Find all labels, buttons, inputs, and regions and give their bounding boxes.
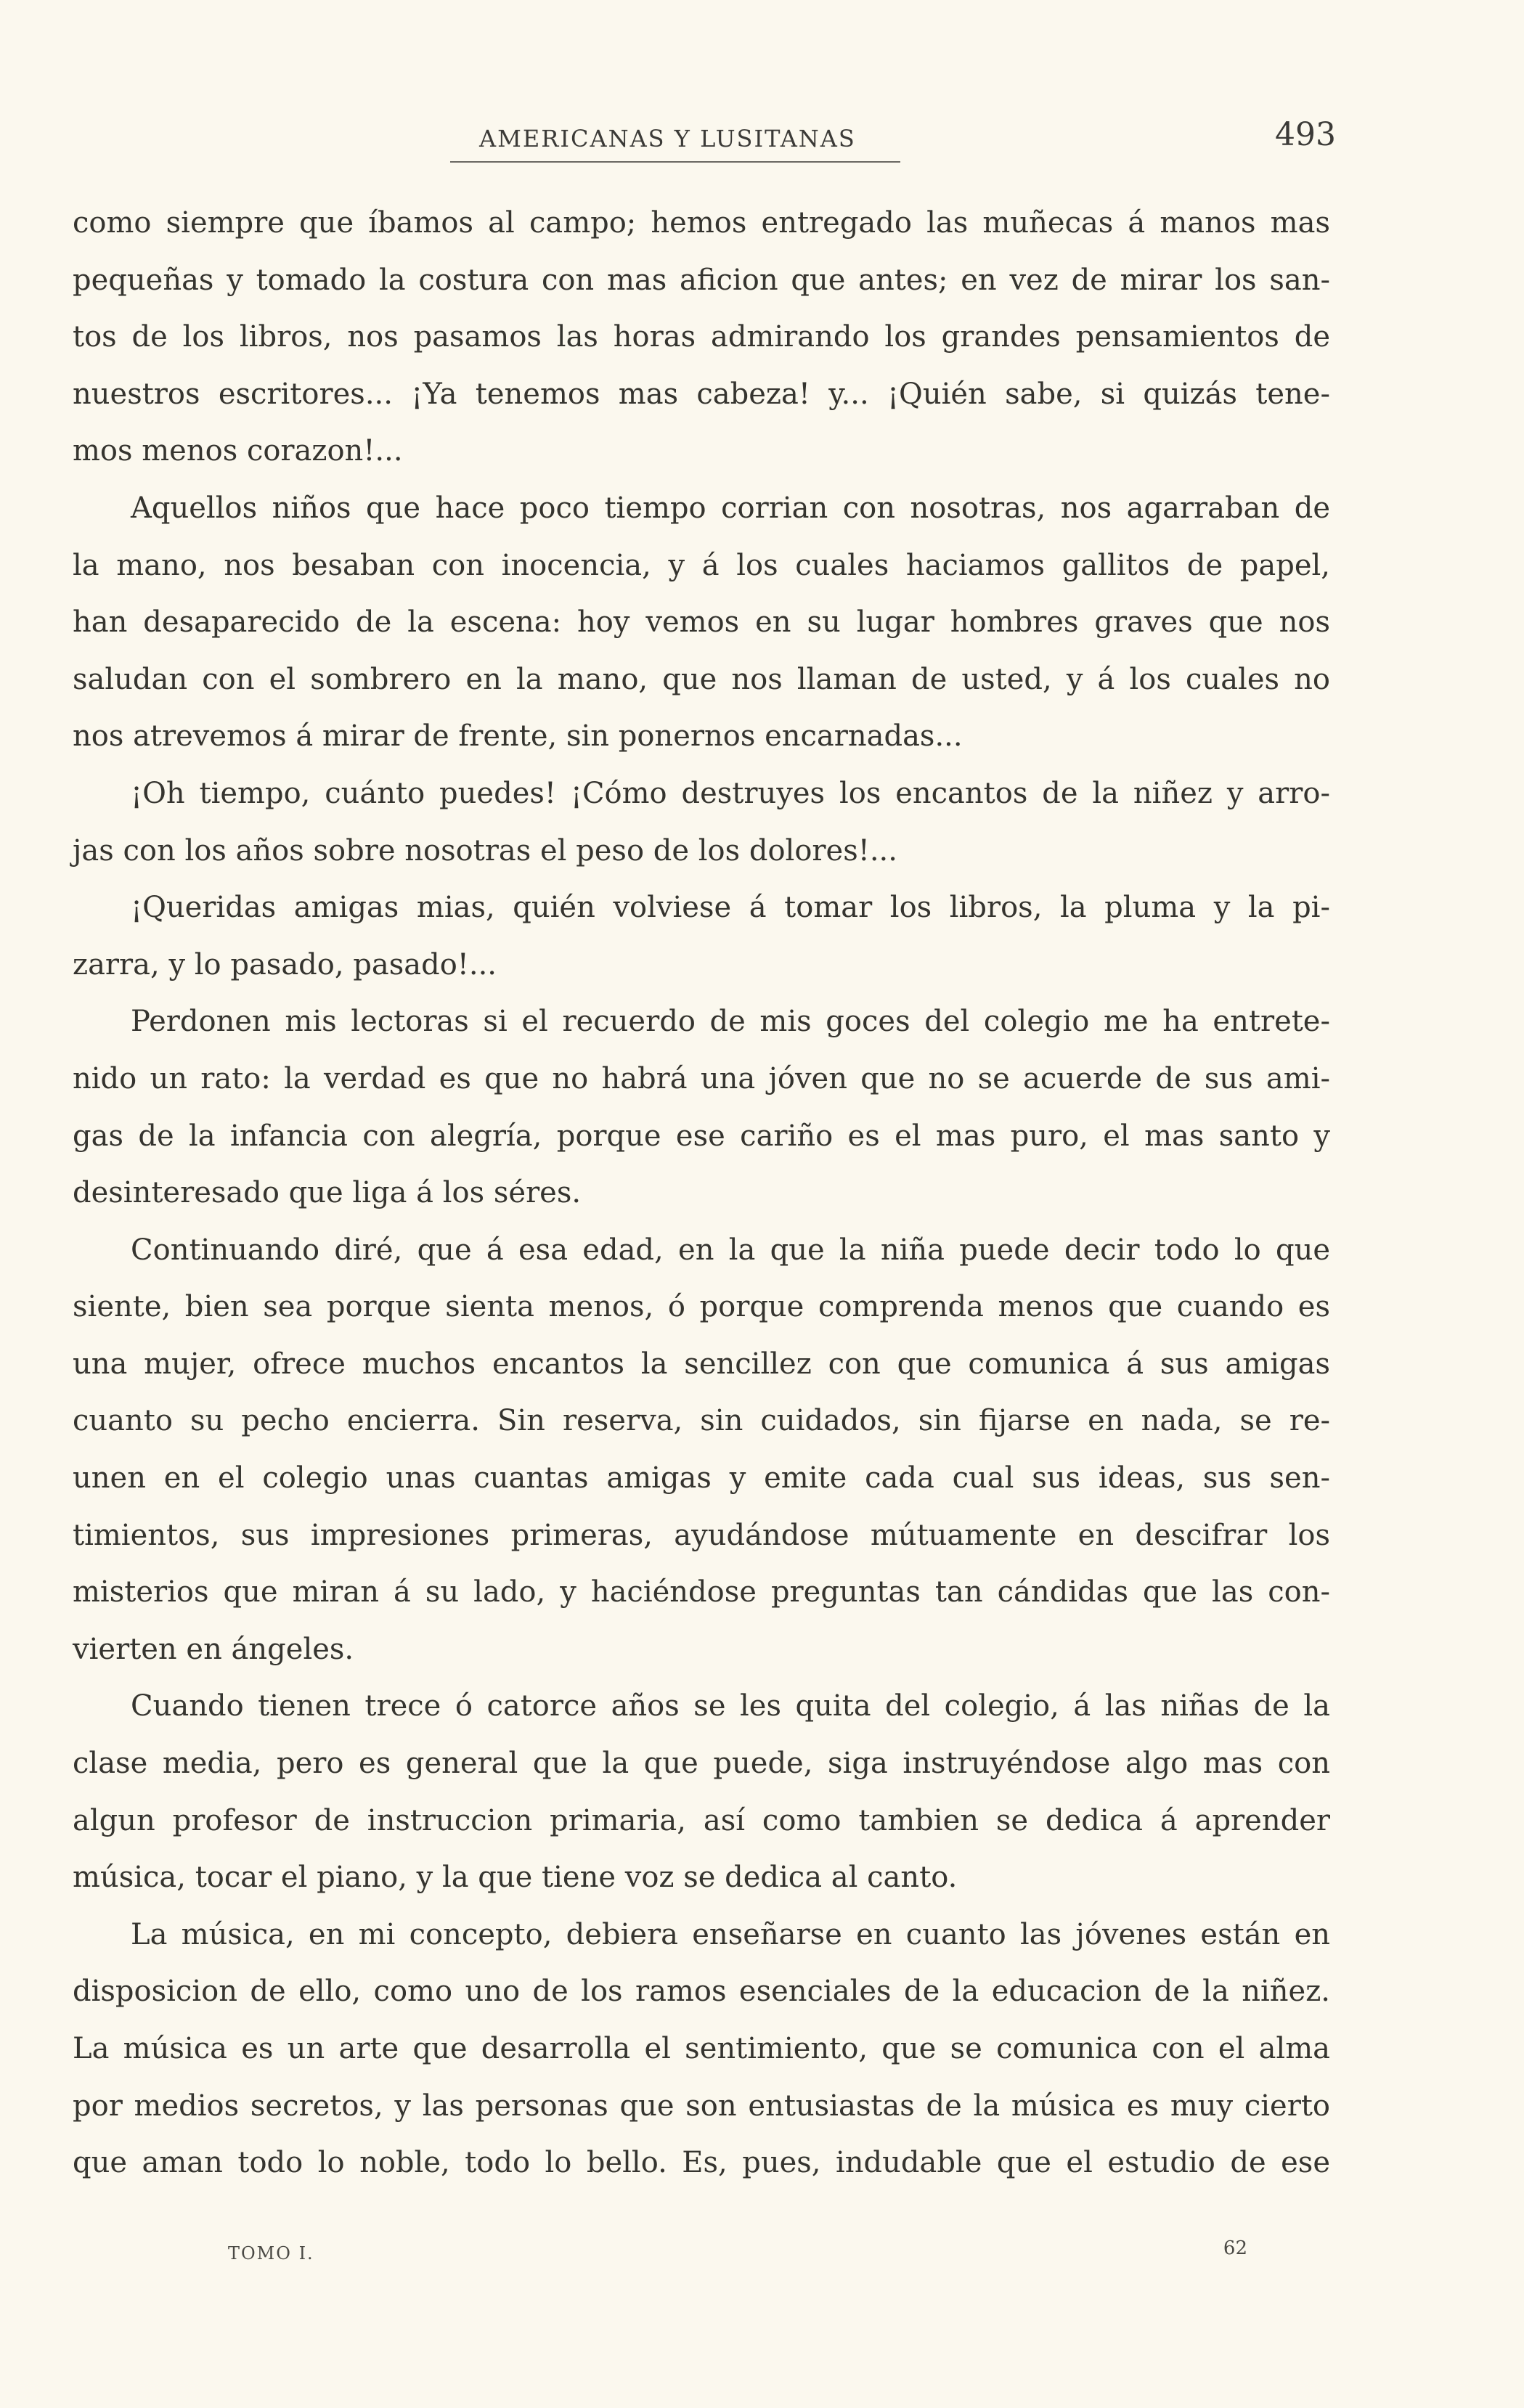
body-text [73,195,1330,2192]
text-line: La música, en mi concepto, debiera enseñarse en cuanto las jóvenes están en [131,1917,1330,1951]
text-line: disposicion de ello, como uno de los ramos esenciales de la educacion de la niñez. [73,1975,1330,2009]
text-line: jas con los años sobre nosotras el peso de los dolores!... [73,833,897,868]
text-line: misterios que miran á su lado, y haciéndose preguntas tan cándidas que las con- [73,1575,1330,1609]
running-title: AMERICANAS Y LUSITANAS [479,125,856,152]
text-line: saludan con el sombrero en la mano, que nos llaman de usted, y á los cuales no [73,662,1330,696]
text-line: música, tocar el piano, y la que tiene voz se dedica al canto. [73,1861,958,1895]
text-line: una mujer, ofrece muchos encantos la sencillez con que comunica á sus amigas [73,1347,1330,1381]
text-line: cuanto su pecho encierra. Sin reserva, sin cuidados, sin fijarse en nada, se re- [73,1404,1330,1438]
text-line: clase media, pero es general que la que puede, siga instruyéndose algo mas con [73,1747,1330,1781]
text-line: la mano, nos besaban con inocencia, y á los cuales haciamos gallitos de papel, [73,548,1330,582]
text-line: que aman todo lo noble, todo lo bello. Es, pues, indudable que el estudio de ese [73,2146,1330,2180]
text-line: vierten en ángeles. [73,1632,354,1666]
text-line: tos de los libros, nos pasamos las horas admirando los grandes pensamientos de [73,320,1330,354]
text-line: nido un rato: la verdad es que no habrá una jóven que no se acuerde de sus ami- [73,1061,1330,1095]
text-line: por medios secretos, y las personas que son entusiastas de la música es muy cierto [73,2089,1330,2123]
header-rule [450,161,900,163]
page-number: 493 [1275,116,1336,153]
text-line: han desaparecido de la escena: hoy vemos en su lugar hombres graves que nos [73,605,1330,640]
text-line: algun profesor de instruccion primaria, así como tambien se dedica á aprender [73,1803,1330,1837]
volume-label: TOMO I. [228,2243,314,2264]
text-line: mos menos corazon!... [73,434,403,468]
text-line: Perdonen mis lectoras si el recuerdo de mis goces del colegio me ha entrete- [131,1005,1330,1039]
text-line: nos atrevemos á mirar de frente, sin ponernos encarnadas... [73,719,963,754]
text-line: siente, bien sea porque sienta menos, ó porque comprenda menos que cuando es [73,1290,1330,1324]
text-line: zarra, y lo pasado, pasado!... [73,947,497,981]
running-head [450,109,1387,167]
text-line: como siempre que íbamos al campo; hemos entregado las muñecas á manos mas [73,206,1330,240]
text-line: unen en el colegio unas cuantas amigas y emite cada cual sus ideas, sus sen- [73,1461,1330,1495]
text-line: desinteresado que liga á los séres. [73,1176,582,1210]
signature-mark: 62 [1223,2237,1247,2259]
text-line: timientos, sus impresiones primeras, ayudándose mútuamente en descifrar los [73,1518,1330,1552]
text-line: nuestros escritores... ¡Ya tenemos mas cabeza! y... ¡Quién sabe, si quizás tene- [73,377,1330,411]
page-footer [73,2237,1330,2287]
text-line: ¡Oh tiempo, cuánto puedes! ¡Cómo destruyes los encantos de la niñez y arro- [131,776,1330,810]
text-line: Cuando tienen trece ó catorce años se les quita del colegio, á las niñas de la [131,1689,1330,1723]
text-line: La música es un arte que desarrolla el sentimiento, que se comunica con el alma [73,2032,1330,2065]
text-line: gas de la infancia con alegría, porque ese cariño es el mas puro, el mas santo y [73,1119,1330,1153]
text-line: ¡Queridas amigas mias, quién volviese á tomar los libros, la pluma y la pi- [131,891,1330,925]
text-line: Aquellos niños que hace poco tiempo corrian con nosotras, nos agarraban de [131,491,1330,525]
text-line: Continuando diré, que á esa edad, en la que la niña puede decir todo lo que [131,1233,1330,1267]
text-line: pequeñas y tomado la costura con mas aficion que antes; en vez de mirar los san- [73,263,1330,297]
